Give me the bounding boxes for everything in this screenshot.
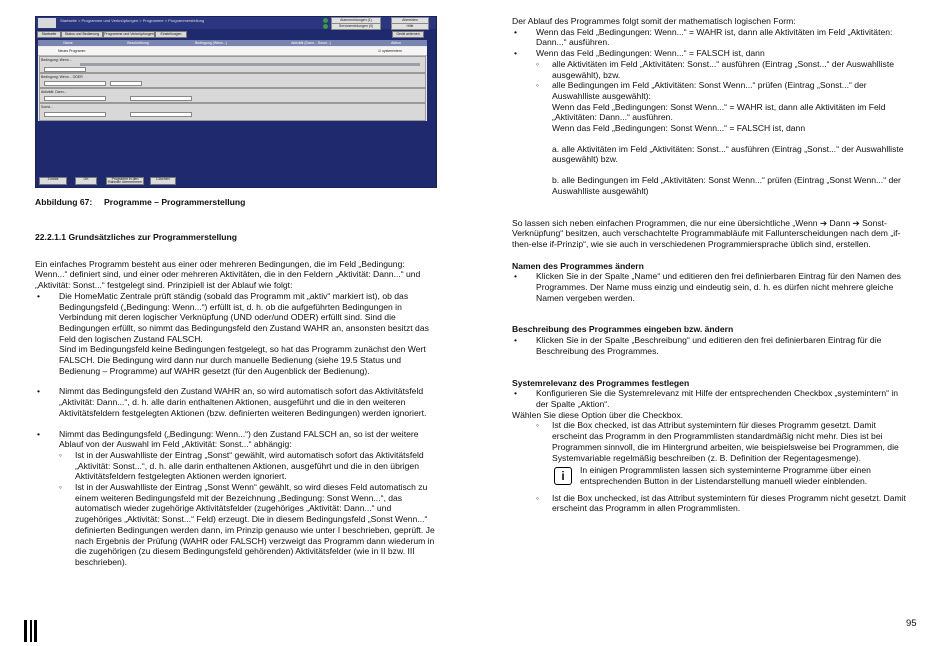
right-bullet-list (512, 27, 907, 197)
checkbox-instruction: Wählen Sie diese Option über die Checkbox. (512, 409, 684, 420)
note-text: In einigen Programmlisten lassen sich systeminterne Programme über einen entsprechenden Button in der Listendarstellung manuell wieder einblenden. (580, 465, 871, 486)
service-button[interactable]: Servicemeldungen (0) (331, 23, 381, 30)
list-item (512, 48, 907, 59)
sub-bullet-text: b. alle Bedingungen im Feld „Aktivitäten: Sonst Wenn...“ prüfen (Eintrag „Sonst Wenn...“ der Auswahlliste ausgewählt) (552, 175, 901, 196)
bullet-text: • Die HomeMatic Zentrale prüft ständig (sobald das Programm mit „aktiv“ markiert ist), ob das Bedingungsfeld („Bedingung: Wenn...“) erfüllt ist, d. h. ob die aufgeführten Bedingungen in Verbindung mit deren logischer Verknüpfung (UND oder/und ODER) erfüllt sind. Sind die Bedingungen erfüllt, so nimmt das Bedingungsfeld den Zustand WAHR an, ansonsten besitzt das Feld den logischen Zustand FALSCH. (59, 290, 429, 344)
condition-group-1 (39, 56, 426, 73)
left-column (35, 232, 435, 568)
sub-bullet-text: Wenn das Feld „Bedingungen: Sonst Wenn...“ = FALSCH ist, dann (552, 123, 806, 134)
col-activity: Aktivität (Dann... Sonst...) (291, 41, 331, 45)
intro-paragraph: Ein einfaches Programm besteht aus einer oder mehreren Bedingungen, die im Feld „Bedingung: Wenn...“ definiert sind, und einer oder mehreren Aktivitäten, die in den Feldern „Aktivität: Dann...“ und „Aktivität: Sonst...“ festgelegt sind. Prinzipiell ist der Ablauf wie folgt: (35, 258, 421, 291)
homematic-logo (38, 18, 56, 28)
sub-bullet-text: ◦ Ist in der Auswahlliste der Eintrag „Sonst Wenn“ gewählt, so wird dieses Feld automatisch zu einem weiteren Bedingungsfeld mit der Bezeichnung „Bedingung: Sonst Wenn...“, das automatisch wieder zugehörige Aktivitätsfelder (zugehöriges „Aktivität: Dann...“ und zugehöriges „Aktivität: Sonst...“ Feld) erzeugt. Die in diesem Bedingungsfeld „Sonst Wenn...“ definierten Bedingungen werden dann, im Prinzip genauso wie unter I beschrieben, geprüft. Je nach Ergebnis der Prüfung (WAHR oder FALSCH) verzweigt das Programm dann wiederum in die zugehörigen (zu diesem Bedingungsfeld gehörenden) Aktivitätsfelder (wie in II bzw. III beschrieben). (75, 482, 435, 567)
nesting-paragraph: So lassen sich neben einfachen Programmen, die nur eine übersichtliche „Wenn ➔ Dann ➔ Sonst-Verknüpfung“ besitzen, auch verschachtelte Programmabläufe mit Fallunterscheidungen nach dem „if-then-else if-Prinzip“, wie sie auch in verschiedenen Programmiersprache üblich sind, erstellen. (512, 217, 901, 249)
col-action: Aktion (391, 41, 401, 45)
condition-label: Bedingung: Wenn... (41, 58, 72, 62)
bullet-text: • Nimmt das Bedingungsfeld den Zustand WAHR an, so wird automatisch sofort das Aktivitätsfeld „Aktivität: Dann...“, d. h. alle darin enthaltenen Aktionen, ausgeführt und die in den weiteren Aktivitätsfeldern festgelegten Aktionen (bzw. definierten weiteren Bedingungen) werden ignoriert. (59, 386, 427, 418)
sub-bullet-text: ◦ alle Aktivitäten im Feld „Aktivitäten: Sonst...“ ausführen (Eintrag „Sonst...“ der Auswahlliste ausgewählt), bzw. (552, 58, 894, 80)
screenshot-breadcrumb: Startseite > Programme und Verknüpfungen > Programme > Programmerstellung (60, 18, 205, 23)
page-mark (34, 620, 37, 642)
condition-group-2 (39, 73, 426, 88)
logout-button[interactable]: Abmelden (391, 17, 429, 24)
adopt-program-button[interactable]: Programm in den Rahmen übernehmen (106, 177, 144, 185)
activity-else-group (39, 103, 426, 121)
figure-caption (35, 197, 435, 208)
heading-system-relevance: Systemrelevanz des Programmes festlegen (512, 377, 690, 388)
activity-else-value[interactable] (130, 112, 192, 117)
sub-list-item (512, 80, 907, 196)
activity-else-label: Sonst... (41, 105, 53, 109)
sub-bullet-text: ◦ Ist die Box unchecked, ist das Attribut systemintern für dieses Programm nicht gesetzt. Damit erscheint das Programm in allen Programmlisten. (552, 492, 906, 514)
activity-then-label: Aktivität: Dann... (41, 90, 67, 94)
program-name-cell[interactable]: Neues Programm (58, 49, 86, 53)
info-note (512, 465, 907, 486)
col-description: Beschreibung (127, 41, 149, 45)
list-item (512, 271, 907, 303)
activity-then-group (39, 88, 426, 103)
bullet-text: • Klicken Sie in der Spalte „Name“ und editieren den frei definierbaren Eintrag für den Namen des Programmes. Der Name muss einzig und eindeutig sein, d. h. es dürfen nicht mehrere gleiche Namen vergeben werden. (536, 271, 901, 303)
heading-rename: Namen des Programmes ändern (512, 260, 644, 271)
bullet-text: Sind im Bedingungsfeld keine Bedingungen festgelegt, so hat das Programm zunächst den Wert FALSCH. Die Bedingung wird dann nur durch manuelle Bedienung (siehe 19.5 Status und Bedienung – Programme) auf WAHR gesetzt (für den Augenblick der Bedienung). (59, 344, 426, 376)
tab-status[interactable]: Status und Bedienung (61, 31, 103, 38)
page-mark (30, 620, 32, 642)
condition-select[interactable] (44, 67, 86, 72)
program-row (38, 47, 427, 56)
bullet-text: • Nimmt das Bedingungsfeld („Bedingung: Wenn...“) den Zustand FALSCH an, so ist der weitere Ablauf von der Auswahl im Feld „Aktivität: Sonst...“ abhängig: (59, 428, 419, 450)
info-icon: i (554, 467, 572, 485)
right-column (512, 16, 907, 514)
status-dot-icon (323, 18, 328, 23)
list-item (35, 429, 435, 450)
ok-button[interactable]: OK (75, 177, 97, 185)
caption-label: Abbildung 67: (35, 197, 93, 207)
status-dot-icon (323, 24, 328, 29)
sub-list-item (512, 493, 907, 514)
condition-or-label: Bedingung: Wenn... ODER (41, 75, 83, 79)
sub-bullet-text: Wenn das Feld „Bedingungen: Sonst Wenn...“ = WAHR ist, dann alle Aktivitäten im Feld „Aktivitäten: Dann...“ ausführen. (552, 101, 886, 123)
condition-bar (80, 63, 420, 66)
tab-learn-device[interactable]: Gerät anlernen (392, 31, 424, 38)
alarm-button[interactable]: Alarmmeldungen (1) (331, 17, 381, 24)
activity-then-value[interactable] (130, 96, 192, 101)
list-item (512, 388, 907, 409)
form-intro: Der Ablauf des Programmes folgt somit der mathematisch logischen Form: (512, 16, 796, 26)
tab-settings[interactable]: Einstellungen (155, 31, 187, 38)
help-button[interactable]: Hilfe (391, 23, 429, 30)
caption-text: Programme – Programmerstellung (104, 197, 246, 207)
sub-bullet-text: a. alle Aktivitäten im Feld „Aktivitäten: Sonst...“ ausführen (Eintrag „Sonst...“ der Auswahlliste ausgewählt) bzw. (552, 143, 904, 165)
sub-bullet-text: ◦ alle Bedingungen im Feld „Aktivitäten: Sonst Wenn...“ prüfen (Eintrag „Sonst...“ der Auswahlliste ausgewählt): (552, 80, 867, 101)
col-name: Name (63, 41, 73, 45)
list-item (512, 27, 907, 48)
sub-list-item (512, 420, 907, 463)
list-item (35, 386, 435, 418)
activity-then-select[interactable] (44, 96, 106, 101)
sub-list-item (35, 450, 435, 482)
delete-button[interactable]: Löschen (150, 177, 176, 185)
back-button[interactable]: Zurück (39, 177, 67, 185)
program-editor-screenshot (35, 16, 437, 188)
condition-or-value[interactable] (110, 81, 142, 86)
left-bullet-list (35, 291, 435, 568)
tab-home[interactable]: Startseite (37, 31, 61, 38)
col-condition: Bedingung (Wenn...) (194, 41, 228, 45)
sub-list-item (512, 59, 907, 80)
activity-else-select[interactable] (44, 112, 106, 117)
systemintern-checkbox[interactable]: ☑ systemintern (378, 49, 402, 53)
bullet-text: • Konfigurieren Sie die Systemrelevanz mit Hilfe der entsprechenden Checkbox „systemintern“ in der Spalte „Aktion“. (536, 388, 899, 409)
page-number: 95 (906, 618, 917, 629)
list-item (35, 291, 435, 377)
sub-list-item (35, 482, 435, 568)
page-mark (24, 620, 27, 642)
sub-bullet-text: ◦ Ist in der Auswahlliste der Eintrag „Sonst“ gewählt, wird automatisch sofort das Aktivitätsfeld „Aktivität: Sonst...“, d. h. alle darin enthaltenen Aktionen, ausgeführt und die in den übrigen Aktivitätsfeldern festgelegten Aktionen werden ignoriert. (75, 449, 424, 482)
condition-or-select[interactable] (44, 81, 106, 86)
tab-programs[interactable]: Programme und Verknüpfungen (104, 32, 154, 36)
sub-bullet-text: ◦ Ist die Box checked, ist das Attribut systemintern für dieses Programm gesetzt. Damit erscheint das Programm in den Programmlisten standardmäßig nicht mehr. Dies ist bei Programmen sinnvoll, die im Hintergrund arbeiten, wie beispielsweise bei Programmen, die Systemvariable regelmäßig beschreiben (z. B. Definition der Regentagesmenge). (552, 420, 899, 463)
list-item (512, 335, 907, 356)
section-heading: 22.2.1.1 Grundsätzliches zur Programmerstellung (35, 232, 238, 242)
heading-description: Beschreibung des Programmes eingeben bzw. ändern (512, 324, 734, 335)
bullet-text: • Wenn das Feld „Bedingungen: Wenn...“ = WAHR ist, dann alle Aktivitäten im Feld „Aktivitäten: Dann...“ ausführen. (536, 26, 893, 48)
bullet-text: • Klicken Sie in der Spalte „Beschreibung“ und editieren den frei definierbaren Eintrag für die Beschreibung des Programmes. (536, 335, 882, 356)
bullet-text: • Wenn das Feld „Bedingungen: Wenn...“ = FALSCH ist, dann (536, 48, 765, 59)
